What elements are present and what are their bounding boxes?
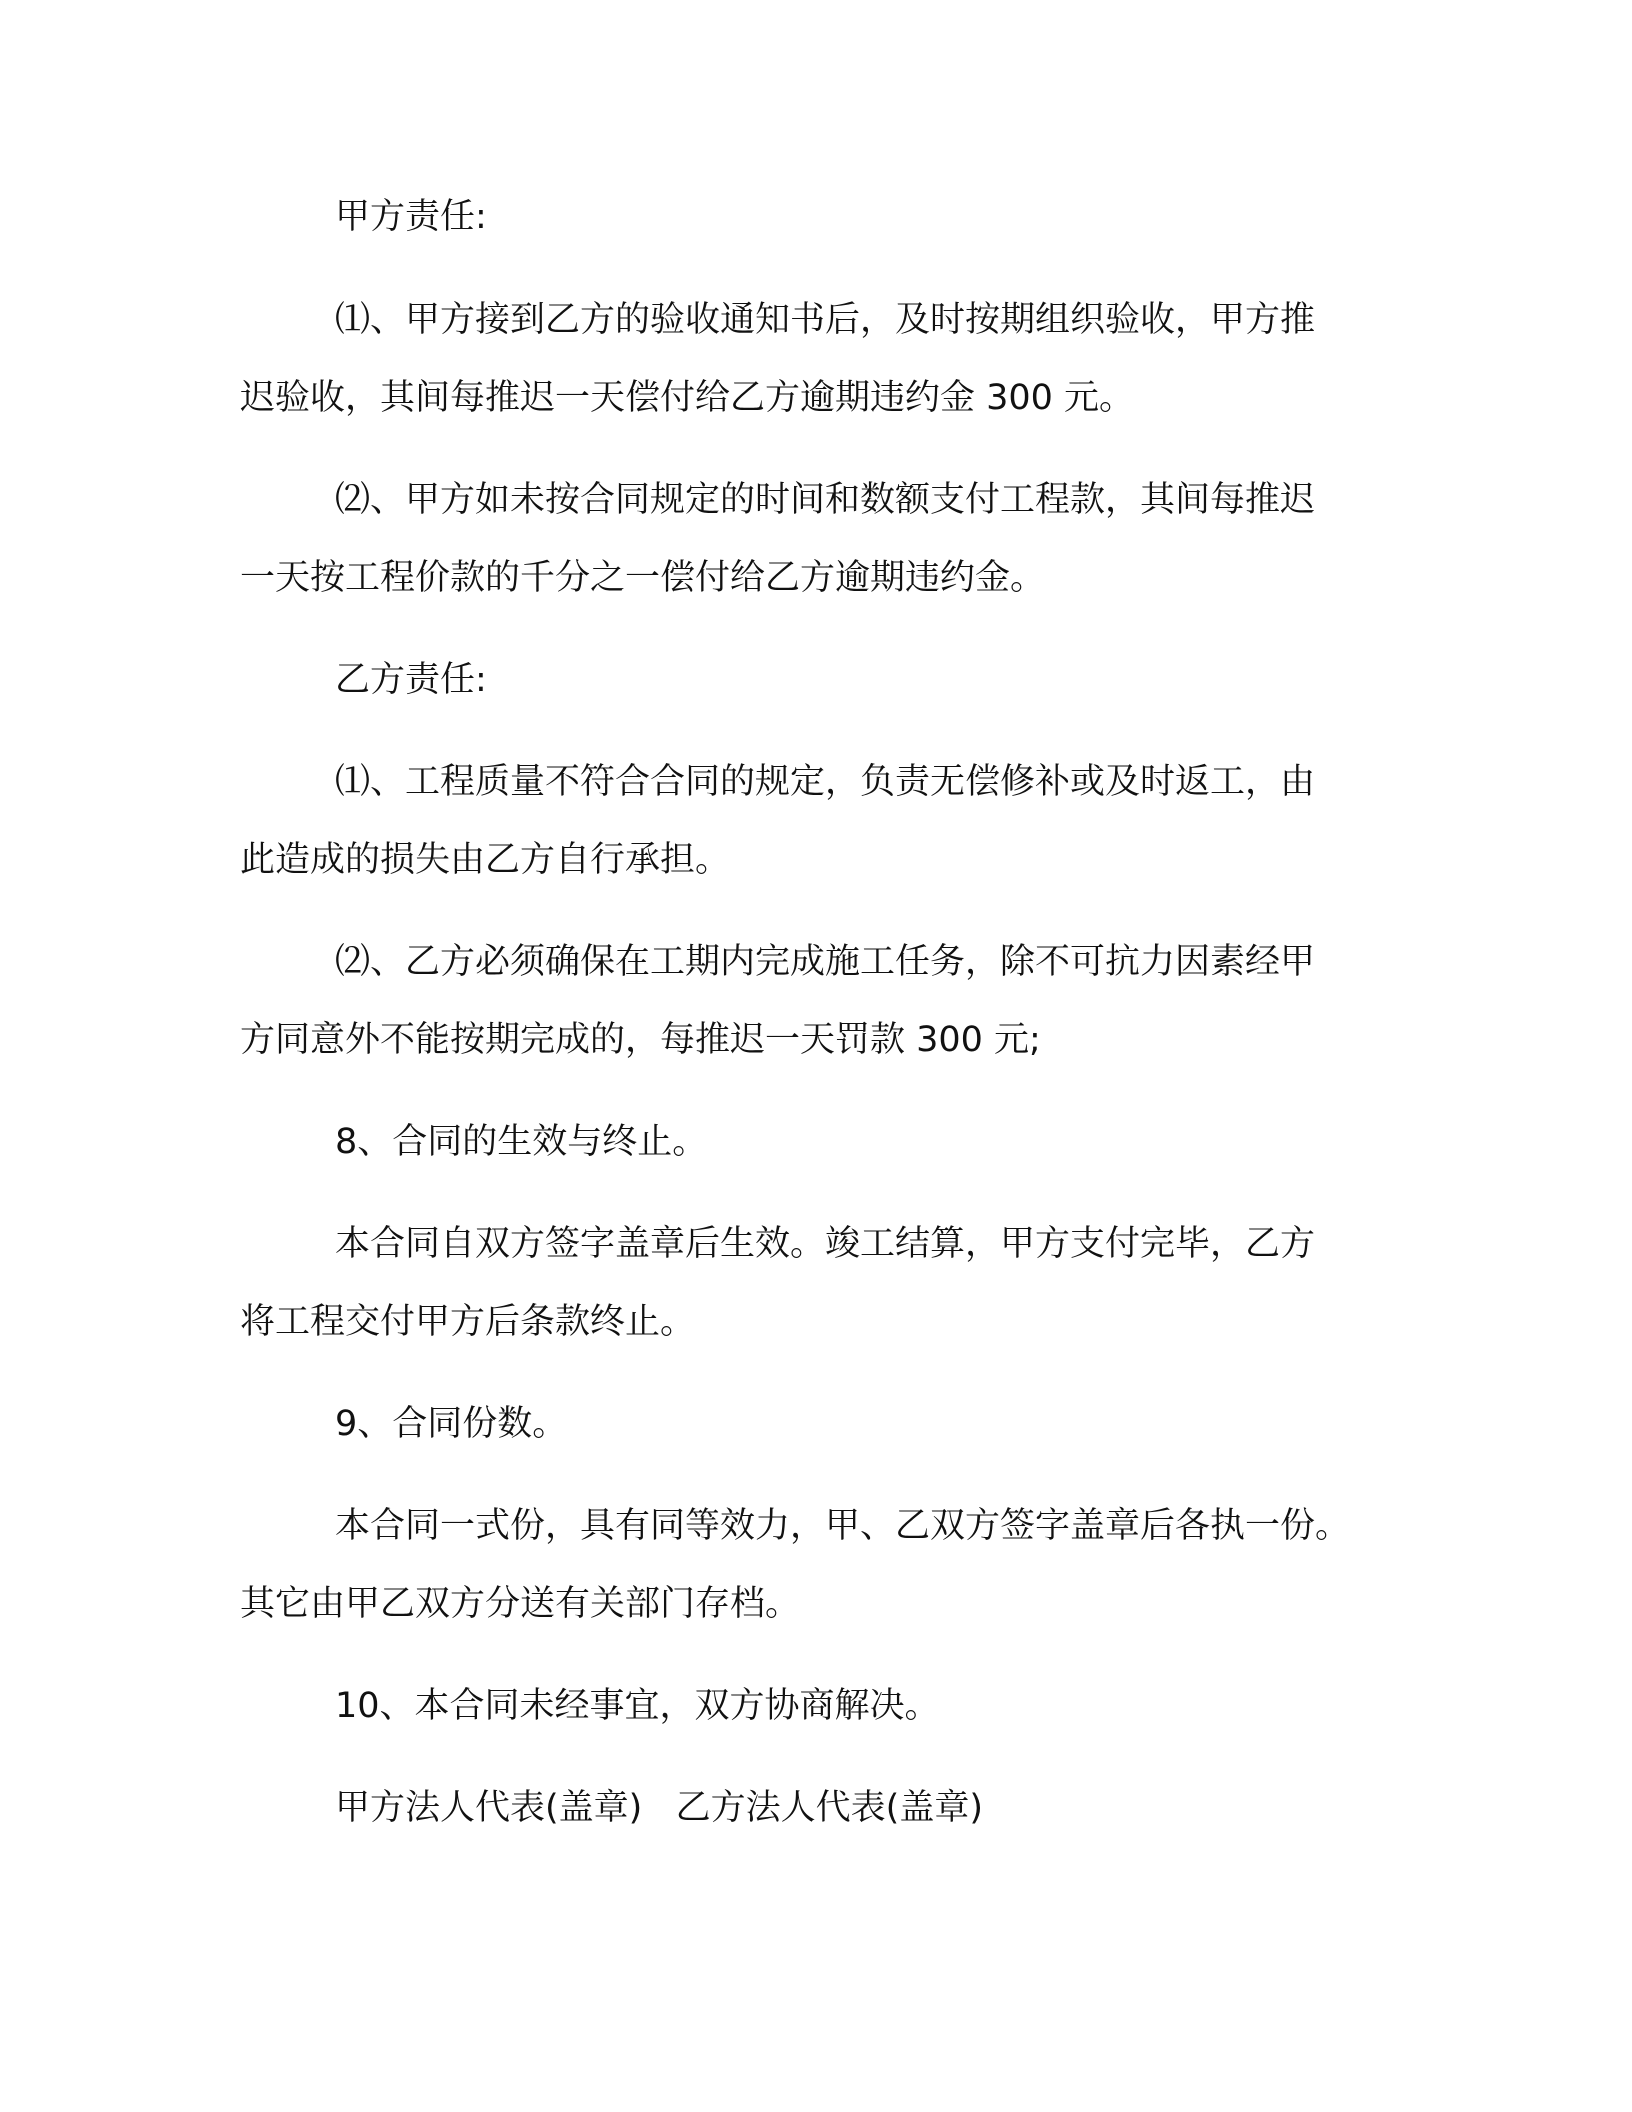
party-b-heading: 乙方责任: — [335, 660, 487, 700]
party-b-clause-2-line-2: 方同意外不能按期完成的，每推迟一天罚款 300 元; — [240, 1020, 1041, 1060]
section-9-body-line-1: 本合同一式份，具有同等效力，甲、乙双方签字盖章后各执一份。 — [335, 1506, 1351, 1546]
party-a-clause-1-line-1: ⑴、甲方接到乙方的验收通知书后，及时按期组织验收，甲方推 — [335, 300, 1316, 340]
party-a-clause-1-line-2: 迟验收，其间每推迟一天偿付给乙方逾期违约金 300 元。 — [240, 378, 1135, 418]
section-8-heading: 8、合同的生效与终止。 — [335, 1122, 708, 1162]
section-8-body-line-2: 将工程交付甲方后条款终止。 — [240, 1302, 696, 1342]
party-a-clause-2-line-1: ⑵、甲方如未按合同规定的时间和数额支付工程款，其间每推迟 — [335, 480, 1316, 520]
party-b-clause-1-line-1: ⑴、工程质量不符合合同的规定，负责无偿修补或及时返工，由 — [335, 762, 1316, 802]
party-a-clause-2-line-2: 一天按工程价款的千分之一偿付给乙方逾期违约金。 — [240, 558, 1046, 598]
party-b-clause-1-line-2: 此造成的损失由乙方自行承担。 — [240, 840, 731, 880]
party-a-heading: 甲方责任: — [335, 197, 487, 237]
section-9-heading: 9、合同份数。 — [335, 1404, 568, 1444]
section-8-body-line-1: 本合同自双方签字盖章后生效。竣工结算，甲方支付完毕，乙方 — [335, 1224, 1316, 1264]
signature-line: 甲方法人代表(盖章) 乙方法人代表(盖章) — [335, 1788, 983, 1828]
section-9-body-line-2: 其它由甲乙双方分送有关部门存档。 — [240, 1584, 801, 1624]
section-10-heading: 10、本合同未经事宜，双方协商解决。 — [335, 1686, 940, 1726]
party-b-clause-2-line-1: ⑵、乙方必须确保在工期内完成施工任务，除不可抗力因素经甲 — [335, 942, 1316, 982]
